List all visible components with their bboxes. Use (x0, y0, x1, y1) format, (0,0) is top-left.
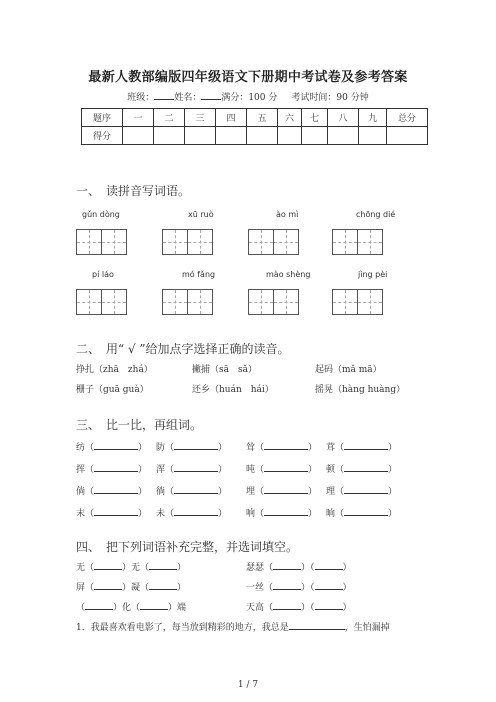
compare-char: 未 (156, 509, 166, 519)
idiom-item (76, 580, 186, 593)
compare-item: 防（ ） (156, 443, 228, 453)
reading-choice[interactable]: 还乡（huán hái） (192, 385, 274, 395)
writing-grid[interactable] (162, 229, 213, 255)
section-2-heading (76, 340, 290, 357)
writing-grid[interactable] (248, 229, 299, 255)
answer-blank[interactable] (344, 507, 388, 516)
compare-char: 吨 (246, 465, 256, 475)
compare-char: 徜 (156, 487, 166, 497)
exam-time: 考试时间：90 分钟 (291, 93, 369, 103)
compare-item: 理（ ） (326, 487, 398, 497)
idiom-item (246, 580, 352, 593)
score-header-cell: 七 (302, 109, 328, 127)
score-cell[interactable] (123, 127, 154, 145)
pinyin-label: xū ruò (188, 210, 214, 219)
answer-blank[interactable] (94, 463, 138, 472)
answer-blank[interactable] (273, 601, 301, 610)
section-text: 把下列词语补充完整，并选词填空。 (106, 540, 299, 554)
score-cell[interactable] (328, 127, 359, 145)
idiom-part: 无（ (76, 563, 95, 573)
idiom-item (76, 600, 186, 613)
compare-item: 末（ ） (76, 509, 148, 519)
full-score: 满分：100 分 (221, 93, 278, 103)
answer-blank[interactable] (344, 441, 388, 450)
compare-char: 浑 (156, 465, 166, 475)
section-text: 用“ √ ”给加点字选择正确的读音。 (106, 342, 290, 356)
idiom-part: ） (177, 563, 187, 573)
compare-item: 响（ ） (246, 509, 318, 519)
answer-blank[interactable] (315, 601, 343, 610)
reading-choice[interactable]: 挣扎（zhā zhá） (76, 365, 153, 375)
compare-char: 茸 (326, 443, 336, 453)
idiom-part: （ (76, 603, 86, 613)
score-header-cell: 题序 (82, 109, 123, 127)
reading-choice[interactable]: 起码（mǎ mā） (315, 365, 382, 375)
writing-grid[interactable] (76, 229, 127, 255)
idiom-part: ）（ (301, 563, 315, 573)
answer-blank[interactable] (94, 581, 122, 590)
idiom-part: 天高（ (246, 603, 274, 613)
answer-blank[interactable] (174, 507, 218, 516)
idiom-part: ） (342, 583, 352, 593)
answer-blank[interactable] (85, 601, 113, 610)
score-header-cell: 三 (185, 109, 216, 127)
answer-blank[interactable] (289, 621, 345, 630)
idiom-part: 屏（ (76, 583, 95, 593)
answer-blank[interactable] (174, 441, 218, 450)
answer-blank[interactable] (174, 463, 218, 472)
page-title: 最新人教部编版四年级语文下册期中考试卷及参考答案 (88, 70, 408, 85)
idiom-part: ） (342, 563, 352, 573)
answer-blank[interactable] (94, 561, 122, 570)
compare-item: 埋（ ） (246, 487, 318, 497)
answer-blank[interactable] (140, 601, 168, 610)
pinyin-label: jìng pèi (358, 270, 388, 279)
answer-blank[interactable] (264, 507, 308, 516)
score-row-label: 得分 (82, 127, 123, 145)
score-header-cell: 五 (247, 109, 278, 127)
compare-item: 吨（ ） (246, 465, 318, 475)
answer-blank[interactable] (94, 507, 138, 516)
class-label: 班级： (127, 93, 155, 103)
section-number: 四、 (76, 540, 101, 554)
score-cell[interactable] (185, 127, 216, 145)
score-header-cell: 六 (278, 109, 302, 127)
answer-blank[interactable] (94, 441, 138, 450)
idiom-part: ）无（ (122, 563, 150, 573)
score-header-cell: 一 (123, 109, 154, 127)
pinyin-label: mó fǎng (182, 270, 216, 279)
answer-blank[interactable] (149, 581, 177, 590)
idiom-part: 一丝（ (246, 583, 274, 593)
compare-char: 挥 (76, 465, 86, 475)
idiom-part: ） (177, 583, 187, 593)
idiom-part: ）（ (301, 603, 315, 613)
answer-blank[interactable] (264, 441, 308, 450)
compare-char: 末 (76, 509, 86, 519)
compare-item: 未（ ） (156, 509, 228, 519)
section-1-heading (76, 182, 190, 199)
answer-blank[interactable] (315, 561, 343, 570)
name-label: 姓名： (174, 93, 202, 103)
question-1 (76, 620, 422, 633)
idiom-item (246, 560, 352, 573)
question-text: 1．我最喜欢看电影了，每当放到精彩的地方，我总是 (76, 623, 289, 633)
answer-blank[interactable] (264, 463, 308, 472)
pinyin-label: chōng dié (356, 210, 396, 219)
idiom-item (246, 600, 352, 613)
compare-char: 防 (156, 443, 166, 453)
score-cell[interactable] (359, 127, 387, 145)
section-text: 读拼音写词语。 (106, 184, 191, 198)
answer-blank[interactable] (264, 485, 308, 494)
compare-char: 晌 (326, 509, 336, 519)
answer-blank[interactable] (344, 463, 388, 472)
section-number: 三、 (76, 418, 101, 432)
section-text: 比一比，再组词。 (106, 418, 203, 432)
score-cell[interactable] (387, 127, 428, 145)
score-cell[interactable] (247, 127, 278, 145)
score-header-cell: 九 (359, 109, 387, 127)
idiom-part: ）端 (168, 603, 187, 613)
score-header-row (82, 109, 428, 127)
compare-char: 耸 (246, 443, 256, 453)
compare-item: 挥（ ） (76, 465, 148, 475)
answer-blank[interactable] (174, 485, 218, 494)
writing-grid[interactable] (76, 289, 127, 315)
pinyin-label: pí láo (92, 270, 114, 279)
compare-item: 晌（ ） (326, 509, 398, 519)
pinyin-label: mào shèng (266, 270, 311, 279)
answer-blank[interactable] (344, 485, 388, 494)
pinyin-label: ào mì (276, 210, 299, 219)
writing-grid[interactable] (248, 289, 299, 315)
compare-char: 顿 (326, 465, 336, 475)
class-blank (154, 91, 174, 100)
answer-blank[interactable] (149, 561, 177, 570)
score-cell[interactable] (278, 127, 302, 145)
score-header-cell: 二 (154, 109, 185, 127)
writing-grid[interactable] (332, 289, 383, 315)
page-number: 1 / 7 (237, 680, 259, 690)
score-header-cell: 四 (216, 109, 247, 127)
compare-item: 顿（ ） (326, 465, 398, 475)
compare-item: 茸（ ） (326, 443, 398, 453)
compare-char: 倘 (76, 487, 86, 497)
score-cell[interactable] (216, 127, 247, 145)
idiom-item (76, 560, 186, 573)
score-table (81, 108, 428, 145)
reading-choice[interactable]: 摇晃（hàng huàng） (315, 385, 406, 395)
answer-blank[interactable] (94, 485, 138, 494)
compare-item: 徜（ ） (156, 487, 228, 497)
exam-meta (0, 90, 496, 103)
idiom-part: ） (342, 603, 352, 613)
question-tail: ，生怕漏掉 (344, 623, 390, 633)
section-4-heading (76, 538, 298, 555)
compare-char: 理 (326, 487, 336, 497)
name-blank (201, 91, 221, 100)
score-cell[interactable] (154, 127, 185, 145)
score-header-cell: 八 (328, 109, 359, 127)
writing-grid[interactable] (332, 229, 383, 255)
idiom-part: 瑟瑟（ (246, 563, 274, 573)
idiom-part: ）凝（ (122, 583, 150, 593)
answer-blank[interactable] (273, 561, 301, 570)
writing-grid[interactable] (162, 289, 213, 315)
section-number: 一、 (76, 184, 101, 198)
answer-blank[interactable] (273, 581, 301, 590)
compare-char: 响 (246, 509, 256, 519)
idiom-part: ）化（ (113, 603, 141, 613)
compare-item: 浑（ ） (156, 465, 228, 475)
score-cell[interactable] (302, 127, 328, 145)
reading-choice[interactable]: 撇捕（sā sǎ） (192, 365, 257, 375)
score-header-cell: 总分 (387, 109, 428, 127)
reading-choice[interactable]: 栅子（guā guà） (76, 385, 149, 395)
compare-item: 耸（ ） (246, 443, 318, 453)
idiom-part: ）（ (301, 583, 315, 593)
compare-char: 埋 (246, 487, 256, 497)
compare-item: 纺（ ） (76, 443, 148, 453)
answer-blank[interactable] (315, 581, 343, 590)
pinyin-label: gǔn dòng (82, 210, 120, 219)
compare-char: 纺 (76, 443, 86, 453)
compare-item: 倘（ ） (76, 487, 148, 497)
score-value-row (82, 127, 428, 145)
section-3-heading (76, 416, 202, 433)
section-number: 二、 (76, 342, 101, 356)
